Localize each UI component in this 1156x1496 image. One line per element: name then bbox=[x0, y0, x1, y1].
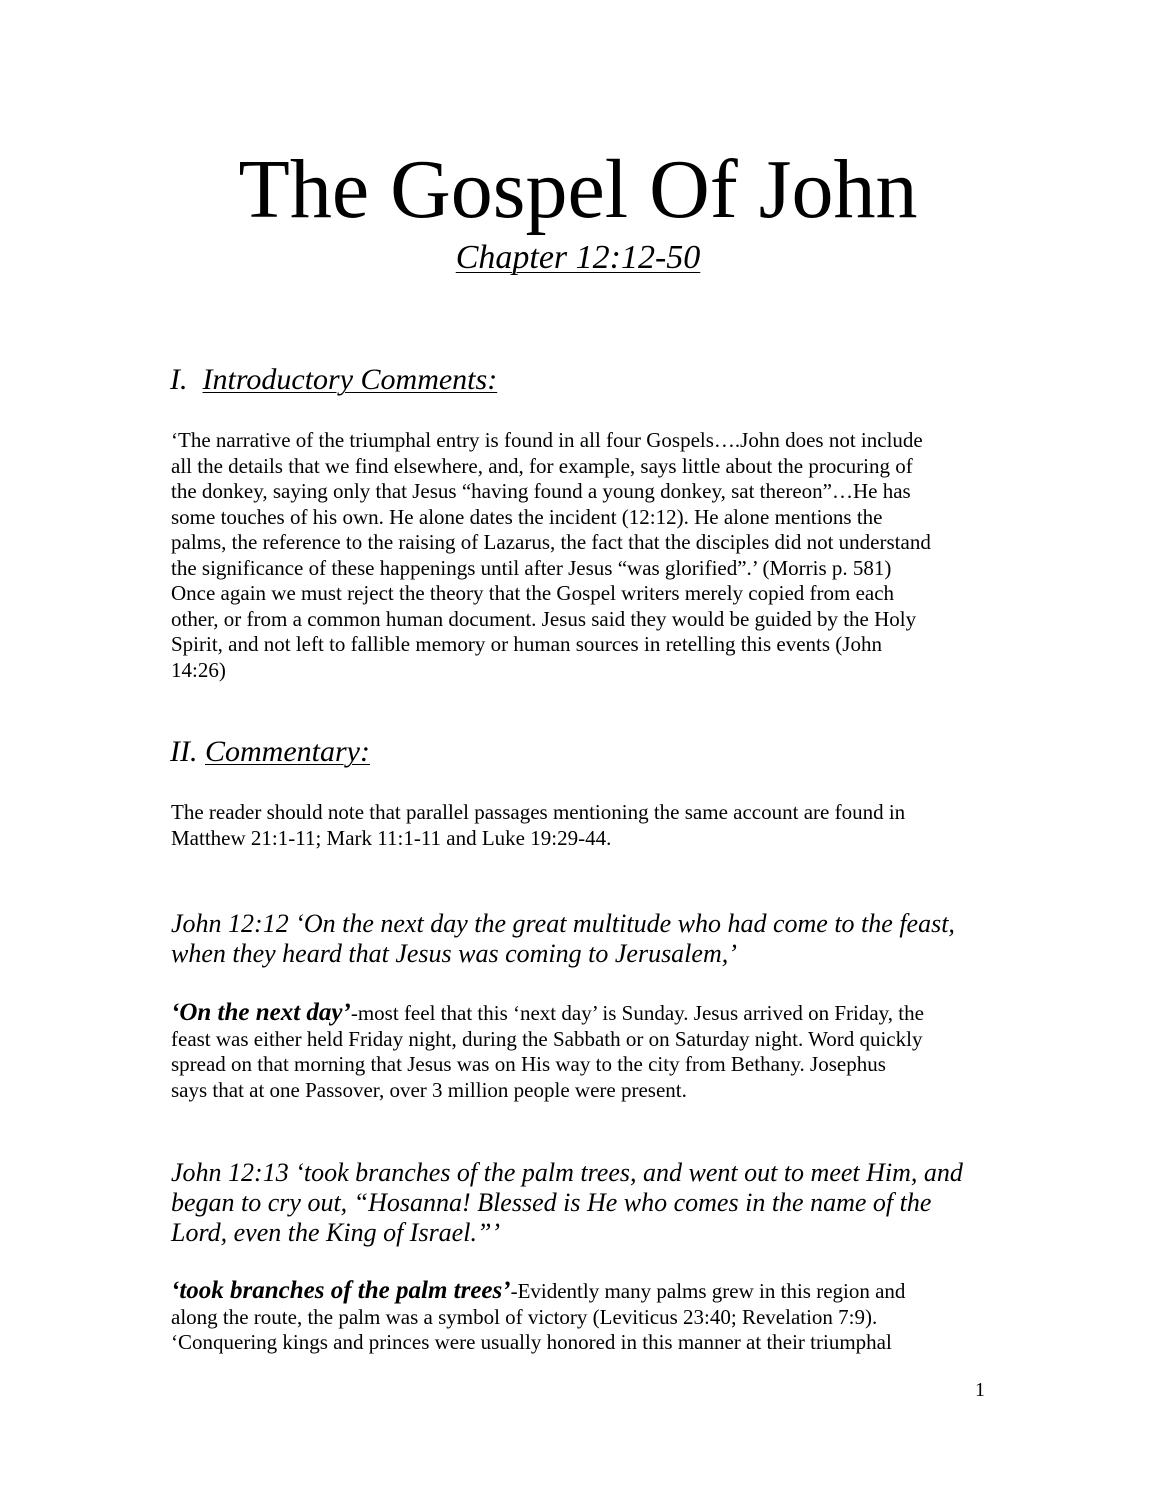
section-title: Introductory Comments: bbox=[202, 363, 498, 396]
paragraph-line: other, or from a common human document. Jesus said they would be guided by the Holy bbox=[171, 606, 917, 631]
comment-lead-rest: -Evidently many palms grew in this region and bbox=[510, 1279, 906, 1303]
paragraph-line: ‘The narrative of the triumphal entry is found in all four Gospels….John does not include bbox=[171, 428, 923, 452]
paragraph-line: the significance of these happenings until after Jesus “was glorified”.’ (Morris p. 581) bbox=[171, 555, 892, 580]
verse-line: John 12:12 ‘On the next day the great multitude who had come to the feast, bbox=[171, 909, 955, 938]
paragraph-line: feast was either held Friday night, during the Sabbath or on Saturday night. Word quickly bbox=[171, 1026, 923, 1051]
introductory-paragraph bbox=[171, 428, 991, 683]
comment-lead-phrase: ‘On the next day’ bbox=[171, 999, 351, 1026]
commentary-intro-paragraph bbox=[171, 800, 991, 851]
section-heading-commentary bbox=[170, 734, 370, 770]
verse-john-12-13-comment bbox=[171, 1278, 991, 1356]
verse-line: Lord, even the King of Israel.”’ bbox=[171, 1218, 501, 1247]
paragraph-line: Spirit, and not left to fallible memory or human sources in retelling this events (John bbox=[171, 632, 882, 656]
paragraph-line: 14:26) bbox=[171, 657, 226, 682]
paragraph-line: along the route, the palm was a symbol of victory (Leviticus 23:40; Revelation 7:9). bbox=[171, 1304, 878, 1329]
verse-john-12-13 bbox=[171, 1158, 1001, 1248]
paragraph-line: all the details that we find elsewhere, and, for example, says little about the procuring of bbox=[171, 453, 913, 478]
subtitle-text: Chapter 12:12-50 bbox=[455, 239, 701, 276]
paragraph-line: says that at one Passover, over 3 million people were present. bbox=[171, 1077, 687, 1102]
comment-lead-phrase: ‘took branches of the palm trees’ bbox=[171, 1277, 511, 1304]
paragraph-line: The reader should note that parallel passages mentioning the same account are found in bbox=[171, 800, 906, 824]
comment-first-line bbox=[171, 1000, 991, 1027]
comment-lead-rest: -most feel that this ‘next day’ is Sunday. Jesus arrived on Friday, the bbox=[350, 1001, 924, 1025]
paragraph-line: some touches of his own. He alone dates the incident (12:12). He alone mentions the bbox=[171, 504, 883, 529]
section-title: Commentary: bbox=[204, 735, 370, 768]
paragraph-line: spread on that morning that Jesus was on His way to the city from Bethany. Josephus bbox=[171, 1052, 886, 1076]
verse-john-12-12-comment bbox=[171, 1000, 991, 1103]
section-numeral: II. bbox=[170, 735, 198, 768]
verse-line: began to cry out, “Hosanna! Blessed is He who comes in the name of the bbox=[171, 1188, 932, 1217]
verse-line: John 12:13 ‘took branches of the palm trees, and went out to meet Him, and bbox=[171, 1158, 963, 1187]
paragraph-line: ‘Conquering kings and princes were usually honored in this manner at their triumphal bbox=[171, 1330, 892, 1354]
comment-first-line bbox=[171, 1278, 991, 1305]
section-numeral: I. bbox=[170, 363, 188, 396]
page-number: 1 bbox=[975, 1379, 985, 1401]
section-heading-introductory bbox=[170, 362, 497, 398]
paragraph-line: palms, the reference to the raising of Lazarus, the fact that the disciples did not understand bbox=[171, 530, 931, 554]
verse-line: when they heard that Jesus was coming to Jerusalem,’ bbox=[171, 939, 737, 968]
document-subtitle bbox=[0, 236, 1156, 280]
verse-john-12-12 bbox=[171, 909, 1001, 969]
paragraph-line: the donkey, saying only that Jesus “having found a young donkey, sat thereon”…He has bbox=[171, 479, 911, 503]
paragraph-line: Matthew 21:1-11; Mark 11:1-11 and Luke 19:29-44. bbox=[171, 825, 612, 850]
document-title: The Gospel Of John bbox=[238, 143, 918, 236]
paragraph-line: Once again we must reject the theory that the Gospel writers merely copied from each bbox=[171, 581, 895, 605]
